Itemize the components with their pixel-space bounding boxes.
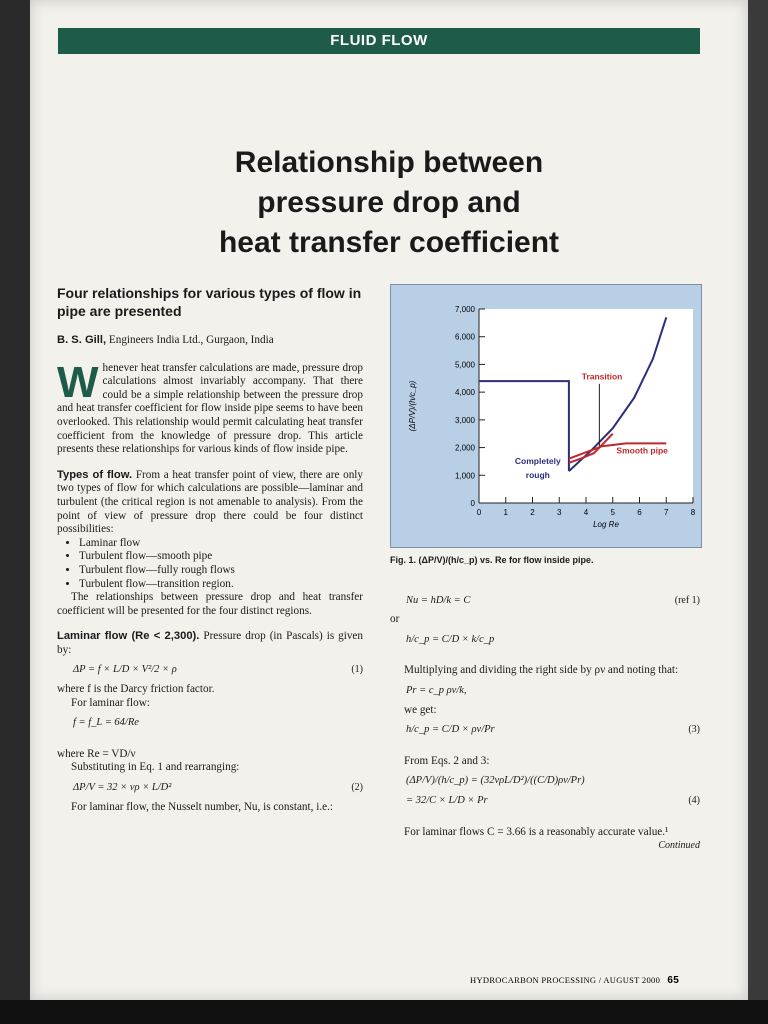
nusselt-paragraph: For laminar flow, the Nusselt number, Nu, is constant, i.e.: xyxy=(71,800,333,813)
title-line: heat transfer coefficient xyxy=(218,226,560,259)
equation-nu xyxy=(406,594,700,608)
y-tick-label: 3,000 xyxy=(454,415,475,425)
page xyxy=(30,0,748,1000)
y-tick-label: 6,000 xyxy=(454,332,475,342)
subtitle: Four relationships for various types of flow in pipe are presented xyxy=(57,285,362,319)
multiplying-paragraph: Multiplying and dividing the right side by ρν and noting that: xyxy=(404,664,679,677)
types-paragraph xyxy=(57,469,363,537)
intro-text: henever heat transfer calculations are made, pressure drop calculations almost invariably accompany. That there could be a simple relationship between the pressure drop and heat transfer coefficient for flow inside pipe seems to have been overlooked. This relationship would permit calculating heat transfer coefficient from the knowledge of pressure drop. This article presents these relationships for various kinds of flow inside pipe. xyxy=(57,361,363,456)
final-paragraph: For laminar flows C = 3.66 is a reasonably accurate value.¹ xyxy=(404,825,669,838)
laminar-text: Pressure drop (in Pascals) is given by: xyxy=(57,630,363,656)
equation-number: (3) xyxy=(688,724,700,736)
equation-number: (2) xyxy=(351,782,363,794)
author-affiliation: Engineers India Ltd., Gurgaon, India xyxy=(108,334,274,346)
chart-svg xyxy=(391,285,701,547)
left-column xyxy=(57,284,363,814)
types-heading: Types of flow. xyxy=(57,468,133,481)
equation-3 xyxy=(406,723,700,737)
bottom-edge xyxy=(0,1000,768,1024)
for-laminar: For laminar flow: xyxy=(71,696,150,709)
continued-label: Continued xyxy=(658,840,700,852)
equation-1 xyxy=(73,663,363,677)
figure-caption xyxy=(390,554,700,568)
or-word: or xyxy=(390,613,400,626)
caption-text: (ΔP/V)/(h/c_p) vs. Re for flow inside pipe. xyxy=(418,555,594,565)
list-item: • Laminar flow xyxy=(79,537,363,551)
x-axis-label: Log Re xyxy=(593,520,619,529)
y-tick-label: 0 xyxy=(470,499,475,508)
rough-label-line2: rough xyxy=(525,470,550,481)
types-text: From a heat transfer point of view, there are only two types of flow for which calculations are possible—laminar and turbulent (the critical region is not amenable to analysis). From the point of view of pressure drop there could be four distinct possibilities: xyxy=(57,468,364,536)
where-f: where f is the Darcy friction factor. xyxy=(57,683,215,696)
drop-cap: W xyxy=(57,357,99,407)
flow-types-list xyxy=(57,537,363,591)
caption-label: Fig. 1. xyxy=(390,555,417,565)
plot-area xyxy=(479,309,693,503)
rough-label-line1: Completely xyxy=(514,456,561,467)
x-tick-label: 8 xyxy=(690,508,696,517)
list-item: • Turbulent flow—smooth pipe xyxy=(79,550,363,564)
x-tick-label: 4 xyxy=(583,508,589,517)
y-tick-label: 5,000 xyxy=(454,360,475,370)
types-after: The relationships between pressure drop and heat transfer coefficient will be presented for the four distinct regions. xyxy=(57,591,363,617)
we-get: we get: xyxy=(404,703,437,716)
list-item: • Turbulent flow—fully rough flows xyxy=(79,564,363,578)
reference: (ref 1) xyxy=(674,594,700,606)
section-band: FLUID FLOW xyxy=(58,28,700,54)
laminar-paragraph xyxy=(57,630,363,657)
substituting: Substituting in Eq. 1 and rearranging: xyxy=(71,761,240,774)
equation-text: (ΔP/V)/(h/c_p) = (32νρL/D²)/((C/D)ρν/Pr) xyxy=(406,775,585,787)
equation-text: h/c_p = C/D × k/c_p xyxy=(406,633,495,645)
title-line: Relationship between xyxy=(234,146,544,179)
equation-pr xyxy=(406,684,700,698)
x-tick-label: 3 xyxy=(557,508,562,517)
book-spine xyxy=(748,0,768,1000)
equation-number: (4) xyxy=(688,794,700,806)
equation-number: (1) xyxy=(351,664,363,676)
smooth-pipe-label: Smooth pipe xyxy=(616,445,668,456)
page-footer xyxy=(470,975,679,986)
y-tick-label: 1,000 xyxy=(454,471,475,481)
equation-text: Pr = c_p ρν/k, xyxy=(406,684,467,696)
x-tick-label: 6 xyxy=(637,508,642,517)
equation-f xyxy=(73,716,363,730)
author-line xyxy=(57,334,363,348)
equation-text: ΔP/V = 32 × νρ × L/D² xyxy=(73,782,172,794)
x-tick-label: 5 xyxy=(610,508,615,517)
x-tick-label: 0 xyxy=(476,508,482,517)
where-re: where Re = VD/ν xyxy=(57,747,136,760)
x-tick-label: 2 xyxy=(530,508,535,517)
equation-text: ΔP = f × L/D × V²/2 × ρ xyxy=(73,664,177,676)
equation-text: h/c_p = C/D × ρν/Pr xyxy=(406,724,495,736)
page-number: 65 xyxy=(667,975,680,986)
equation-4b xyxy=(406,794,700,808)
y-tick-label: 2,000 xyxy=(454,443,475,453)
figure-box xyxy=(390,284,702,548)
y-axis-label: (ΔP/V)/(h/c_p) xyxy=(408,380,417,432)
transition-label: Transition xyxy=(581,371,623,382)
y-tick-label: 4,000 xyxy=(454,388,475,398)
equation-h xyxy=(406,633,700,647)
right-column xyxy=(390,284,700,853)
list-item: • Turbulent flow—transition region. xyxy=(79,578,363,592)
equation-4a xyxy=(406,774,700,788)
journal-name: HYDROCARBON PROCESSING / AUGUST 2000 xyxy=(470,975,661,985)
x-tick-label: 7 xyxy=(664,508,669,517)
equation-2 xyxy=(73,781,363,795)
laminar-heading: Laminar flow (Re < 2,300). xyxy=(57,630,200,643)
equation-text: f = f_L = 64/Re xyxy=(73,717,139,729)
author-name: B. S. Gill, xyxy=(57,334,107,346)
intro-paragraph xyxy=(57,357,363,457)
title-line: pressure drop and xyxy=(257,186,521,219)
y-tick-label: 7,000 xyxy=(454,305,475,314)
x-tick-label: 1 xyxy=(503,508,508,517)
from-eqs: From Eqs. 2 and 3: xyxy=(404,754,490,767)
equation-text: = 32/C × L/D × Pr xyxy=(406,794,488,806)
article-title xyxy=(30,143,748,263)
equation-text: Nu = hD/k = C xyxy=(406,594,471,606)
